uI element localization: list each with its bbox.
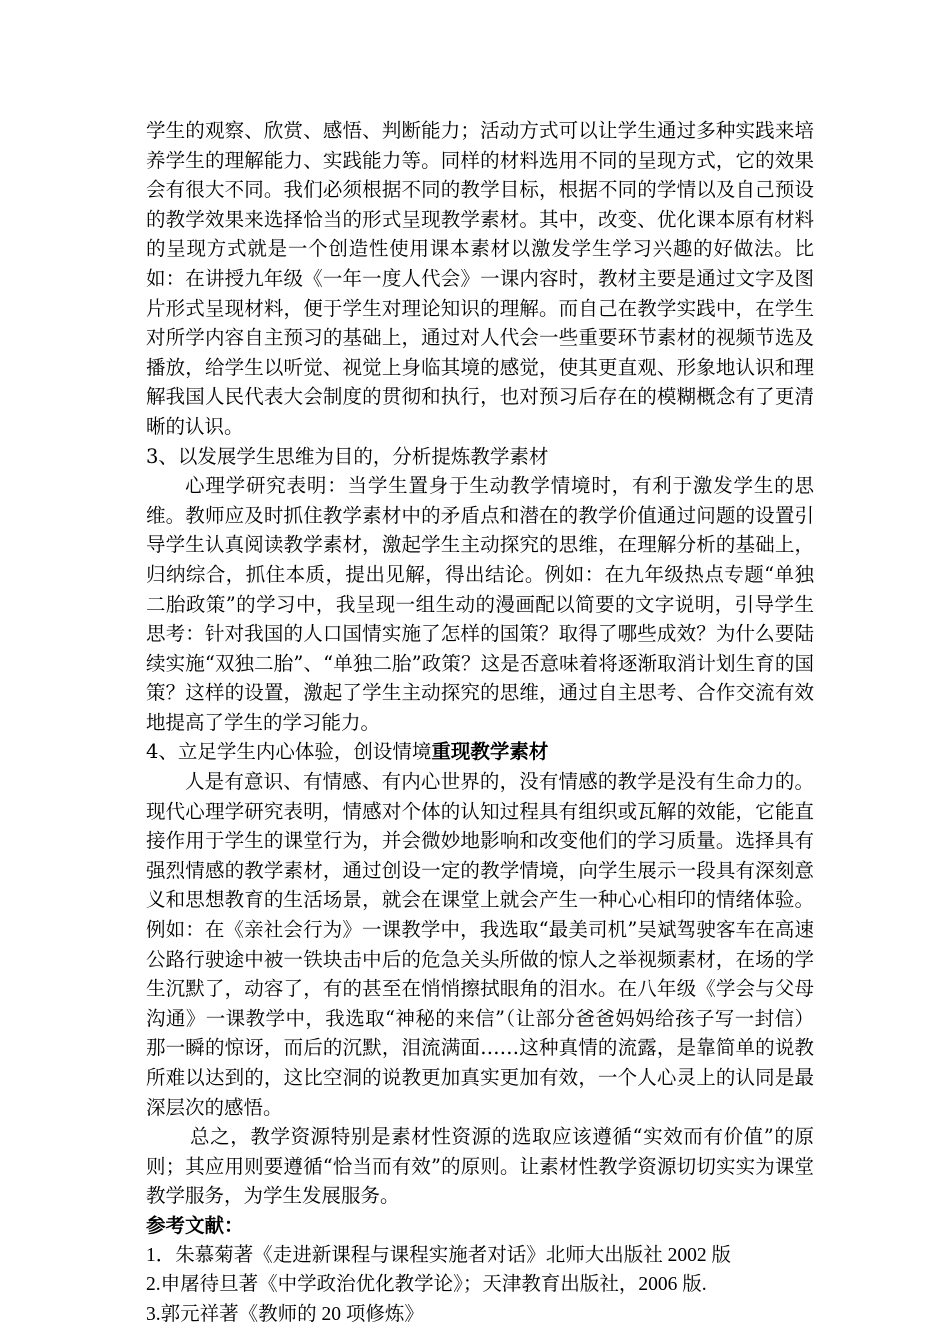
section-heading-4: [146, 737, 814, 767]
section-heading-3: 3、以发展学生思维为目的，分析提炼教学素材: [146, 444, 549, 468]
reference-item: 3.郭元祥著《教师的 20 项修炼》: [146, 1303, 424, 1325]
references-list: [146, 1241, 814, 1330]
reference-item: 1．朱慕菊著《走进新课程与课程实施者对话》北师大出版社 2002 版: [146, 1244, 732, 1266]
section-heading-4-bold: 重现教学素材: [431, 740, 549, 764]
paragraph-conclusion: 总之，教学资源特别是素材性资源的选取应该遵循“实效而有价值”的原则；其应用则要遵循“恰当而有效”的原则。让素材性教学资源切切实实为课堂教学服务，为学生发展服务。: [146, 1125, 814, 1208]
paragraph-emotion: 人是有意识、有情感、有内心世界的，没有情感的教学是没有生命力的。现代心理学研究表明，情感对个体的认知过程具有组织或瓦解的效能，它能直接作用于学生的课堂行为，并会微妙地影响和改变他们的学习质量。选择具有强烈情感的教学素材，通过创设一定的教学情境，向学生展示一段具有深刻意义和思想教育的生活场景，就会在课堂上就会产生一种心心相印的情绪体验。例如：在《亲社会行为》一课教学中，我选取“最美司机”吴斌驾驶客车在高速公路行驶途中被一铁块击中后的危急关头所做的惊人之举视频素材，在场的学生沉默了，动容了，有的甚至在悄悄擦拭眼角的泪水。在八年级《学会与父母沟通》一课教学中，我选取“神秘的来信”（让部分爸爸妈妈给孩子写一封信）那一瞬的惊讶，而后的沉默，泪流满面……这种真情的流露，是靠简单的说教所难以达到的，这比空洞的说教更加真实更加有效，一个人心灵上的认同是最深层次的感悟。: [146, 770, 814, 1119]
document-page: [146, 116, 814, 1329]
paragraph-thinking: 心理学研究表明：当学生置身于生动教学情境时，有利于激发学生的思维。教师应及时抓住教学素材中的矛盾点和潜在的教学价值通过问题的设置引导学生认真阅读教学素材，激起学生主动探究的思维，在理解分析的基础上，归纳综合，抓住本质，提出见解，得出结论。例如：在九年级热点专题“单独二胎政策”的学习中，我呈现一组生动的漫画配以简要的文字说明，引导学生思考：针对我国的人口国情实施了怎样的国策？取得了哪些成效？为什么要陆续实施“双独二胎”、“单独二胎”政策？这是否意味着将逐渐取消计划生育的国策？这样的设置，激起了学生主动探究的思维，通过自主思考、合作交流有效地提高了学生的学习能力。: [146, 474, 814, 734]
paragraph-material-presentation: 学生的观察、欣赏、感悟、判断能力；活动方式可以让学生通过多种实践来培养学生的理解能力、实践能力等。同样的材料选用不同的呈现方式，它的效果会有很大不同。我们必须根据不同的教学目标，根据不同的学情以及自己预设的教学效果来选择恰当的形式呈现教学素材。其中，改变、优化课本原有材料的呈现方式就是一个创造性使用课本素材以激发学生学习兴趣的好做法。比如：在讲授九年级《一年一度人代会》一课内容时，教材主要是通过文字及图片形式呈现材料，便于学生对理论知识的理解。而自己在教学实践中，在学生对所学内容自主预习的基础上，通过对人代会一些重要环节素材的视频节选及播放，给学生以听觉、视觉上身临其境的感觉，使其更直观、形象地认识和理解我国人民代表大会制度的贯彻和执行，也对预习后存在的模糊概念有了更清晰的认识。: [146, 119, 814, 438]
reference-item: 2.申屠待旦著《中学政治优化教学论》；天津教育出版社，2006 版.: [146, 1274, 707, 1296]
references-title: 参考文献：: [146, 1213, 244, 1237]
section-heading-4-text: 4、立足学生内心体验，创设情境: [146, 740, 432, 764]
